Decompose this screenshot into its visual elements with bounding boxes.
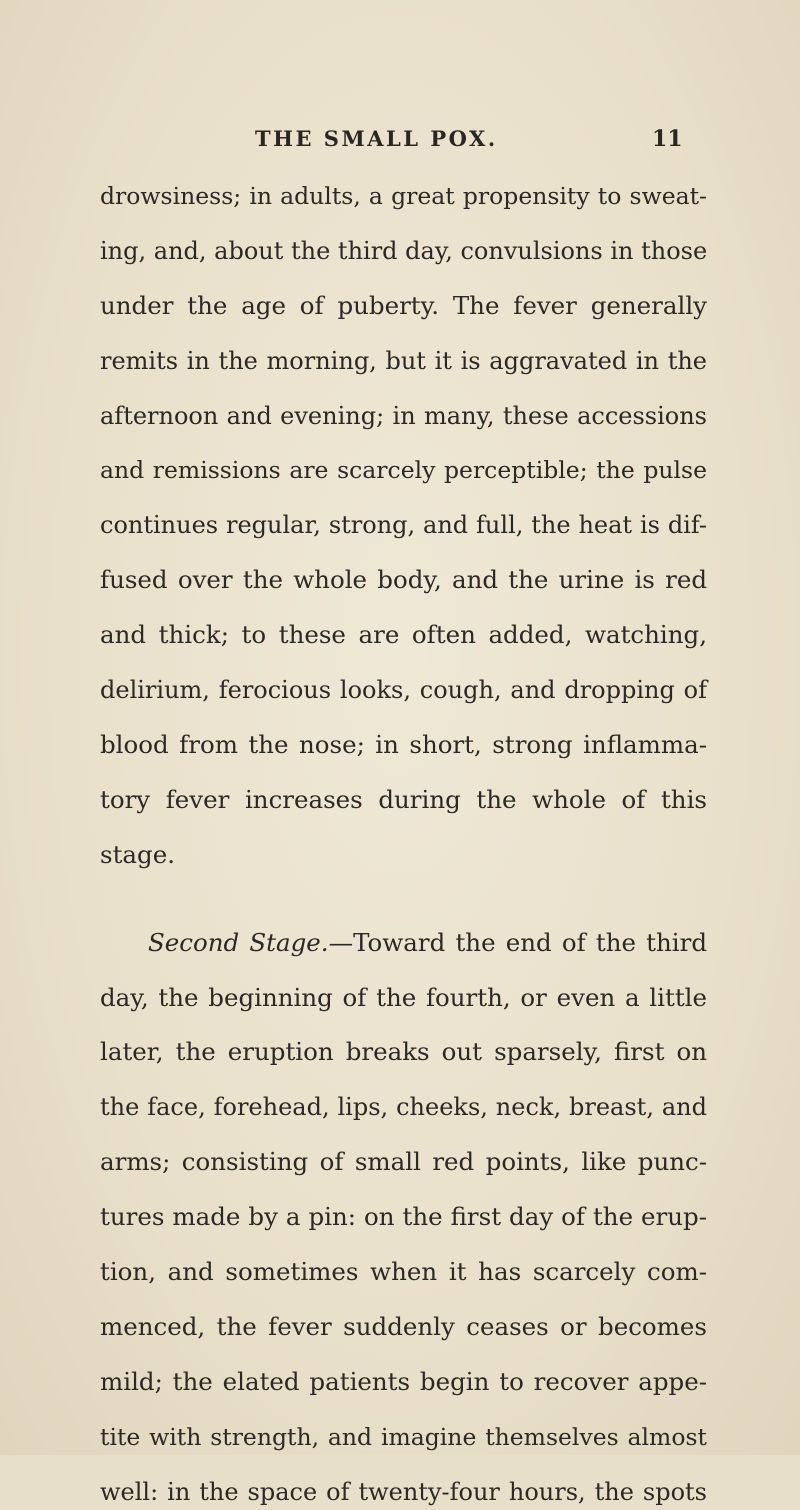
text-line: later, the eruption breaks out sparsely, first on xyxy=(100,1037,707,1066)
text-line: and remissions are scarcely perceptible; the pulse xyxy=(100,456,707,484)
text-line: arms; consisting of small red points, like punc- xyxy=(100,1147,707,1176)
text-line: continues regular, strong, and full, the heat is dif- xyxy=(100,511,707,539)
text-line: tion, and sometimes when it has scarcely com- xyxy=(100,1257,707,1286)
running-head: THE SMALL POX. xyxy=(255,126,498,151)
text-line: the face, forehead, lips, cheeks, neck, breast, and xyxy=(100,1093,707,1121)
page-number: 11 xyxy=(652,126,683,152)
text-line: tory fever increases during the whole of this xyxy=(100,785,707,814)
text-line: blood from the nose; in short, strong inflamma- xyxy=(100,730,707,759)
text-line: and thick; to these are often added, watching, xyxy=(100,620,707,649)
text-line: mild; the elated patients begin to recover appe- xyxy=(100,1367,707,1396)
text-line: delirium, ferocious looks, cough, and dropping of xyxy=(100,676,707,704)
page-header xyxy=(0,126,800,166)
text-line: stage. xyxy=(100,840,175,869)
text-line: tite with strength, and imagine themselves almost xyxy=(100,1423,707,1451)
section-lead-text: —Toward the end of the third xyxy=(328,928,708,957)
text-line: drowsiness; in adults, a great propensity to sweat- xyxy=(100,182,707,210)
text-line: fused over the whole body, and the urine is red xyxy=(100,565,707,594)
text-line: ing, and, about the third day, convulsions in those xyxy=(100,237,708,265)
text-line: well: in the space of twenty-four hours, the spots xyxy=(100,1478,707,1506)
text-line: afternoon and evening; in many, these accessions xyxy=(100,402,707,430)
text-line: tures made by a pin: on the first day of the erup- xyxy=(100,1202,707,1231)
text-line: menced, the fever suddenly ceases or becomes xyxy=(100,1312,707,1341)
section-heading: Second Stage. xyxy=(148,928,329,957)
section-lead-line xyxy=(148,925,707,961)
text-line: under the age of puberty. The fever generally xyxy=(100,291,707,320)
text-line: day, the beginning of the fourth, or even a little xyxy=(100,983,707,1012)
text-line: remits in the morning, but it is aggravated in the xyxy=(100,347,707,375)
